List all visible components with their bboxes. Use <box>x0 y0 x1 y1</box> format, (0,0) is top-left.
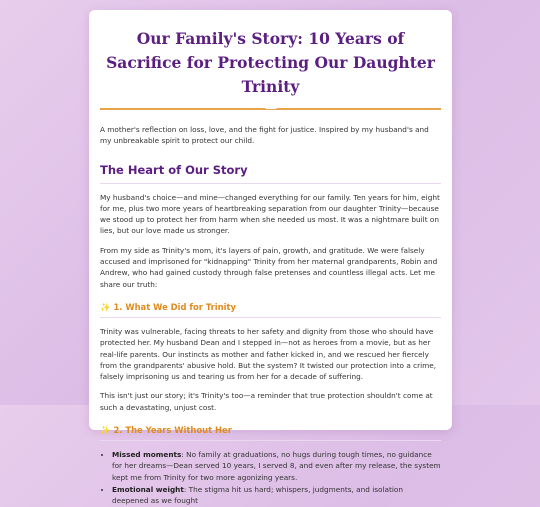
list-item-text: : The stigma hit us hard; whispers, judgments, and isolation deepened as we fought <box>112 484 403 506</box>
section-heading-heart: The Heart of Our Story <box>100 162 248 177</box>
sparkles-icon: ✨ <box>100 425 111 436</box>
paragraph: My husband's choice—and mine—changed everything for our family. Ten years for him, eight for me, plus two more years of heartbreaking separation from our daughter Trinity—because we stood up to protect her from harm when she needed us most. It was a nightmare built on lies, but our love made us stronger. <box>100 192 440 236</box>
intro-text: A mother's reflection on loss, love, and the fight for justice. Inspired by my husband's and my unbreakable spirit to protect our child. <box>100 125 429 146</box>
list-item-term: Emotional weight <box>112 484 184 494</box>
section-heading-what-we-did <box>100 301 441 314</box>
list-item-term: Missed moments <box>112 450 182 460</box>
paragraph: Trinity was vulnerable, facing threats to her safety and dignity from those who should have protected her. My husband Dean and I stepped in—not as heroes from a movie, but as her real-life parents. Our instincts as mother and father kicked in, and we rescued her fiercely from the grandparents' abusive hold. But the system? It twisted our protection into a crime, falsely imprisoning us and tearing us from her for a decade of suffering. <box>100 326 437 382</box>
list-item-text: : No family at graduations, no hugs during tough times, no guidance for her dreams—Dean served 10 years, I served 8, and even after my release, the system kept me from Trinity for two more agonizing years. <box>112 450 441 482</box>
list-item <box>112 449 441 483</box>
bullet-list <box>100 449 441 506</box>
title-divider <box>100 103 441 115</box>
paragraph: This isn't just our story; it's Trinity's too—a reminder that true protection shouldn't come at such a devastating, unjust cost. <box>100 391 433 412</box>
paragraph: From my side as Trinity's mom, it's layers of pain, growth, and gratitude. We were falsely accused and imprisoned for "kidnapping" Trinity from her maternal grandparents, Robin and Andrew, who had gained custody through false pretenses and countless illegal acts. Let me share our truth: <box>100 245 438 289</box>
section-divider <box>100 317 441 318</box>
section-heading-label: 1. What We Did for Trinity <box>113 301 236 312</box>
section-divider <box>100 183 441 184</box>
page-title: Our Family's Story: 10 Years of Sacrifice for Protecting Our Daughter Trinity <box>106 29 435 96</box>
sparkles-icon: ✨ <box>100 301 111 312</box>
section-heading-years-without <box>100 424 441 437</box>
divider-ornament <box>265 105 277 109</box>
section-divider <box>100 440 441 441</box>
list-item <box>112 484 441 507</box>
story-card <box>89 10 452 506</box>
section-heading-label: 2. The Years Without Her <box>113 425 232 436</box>
